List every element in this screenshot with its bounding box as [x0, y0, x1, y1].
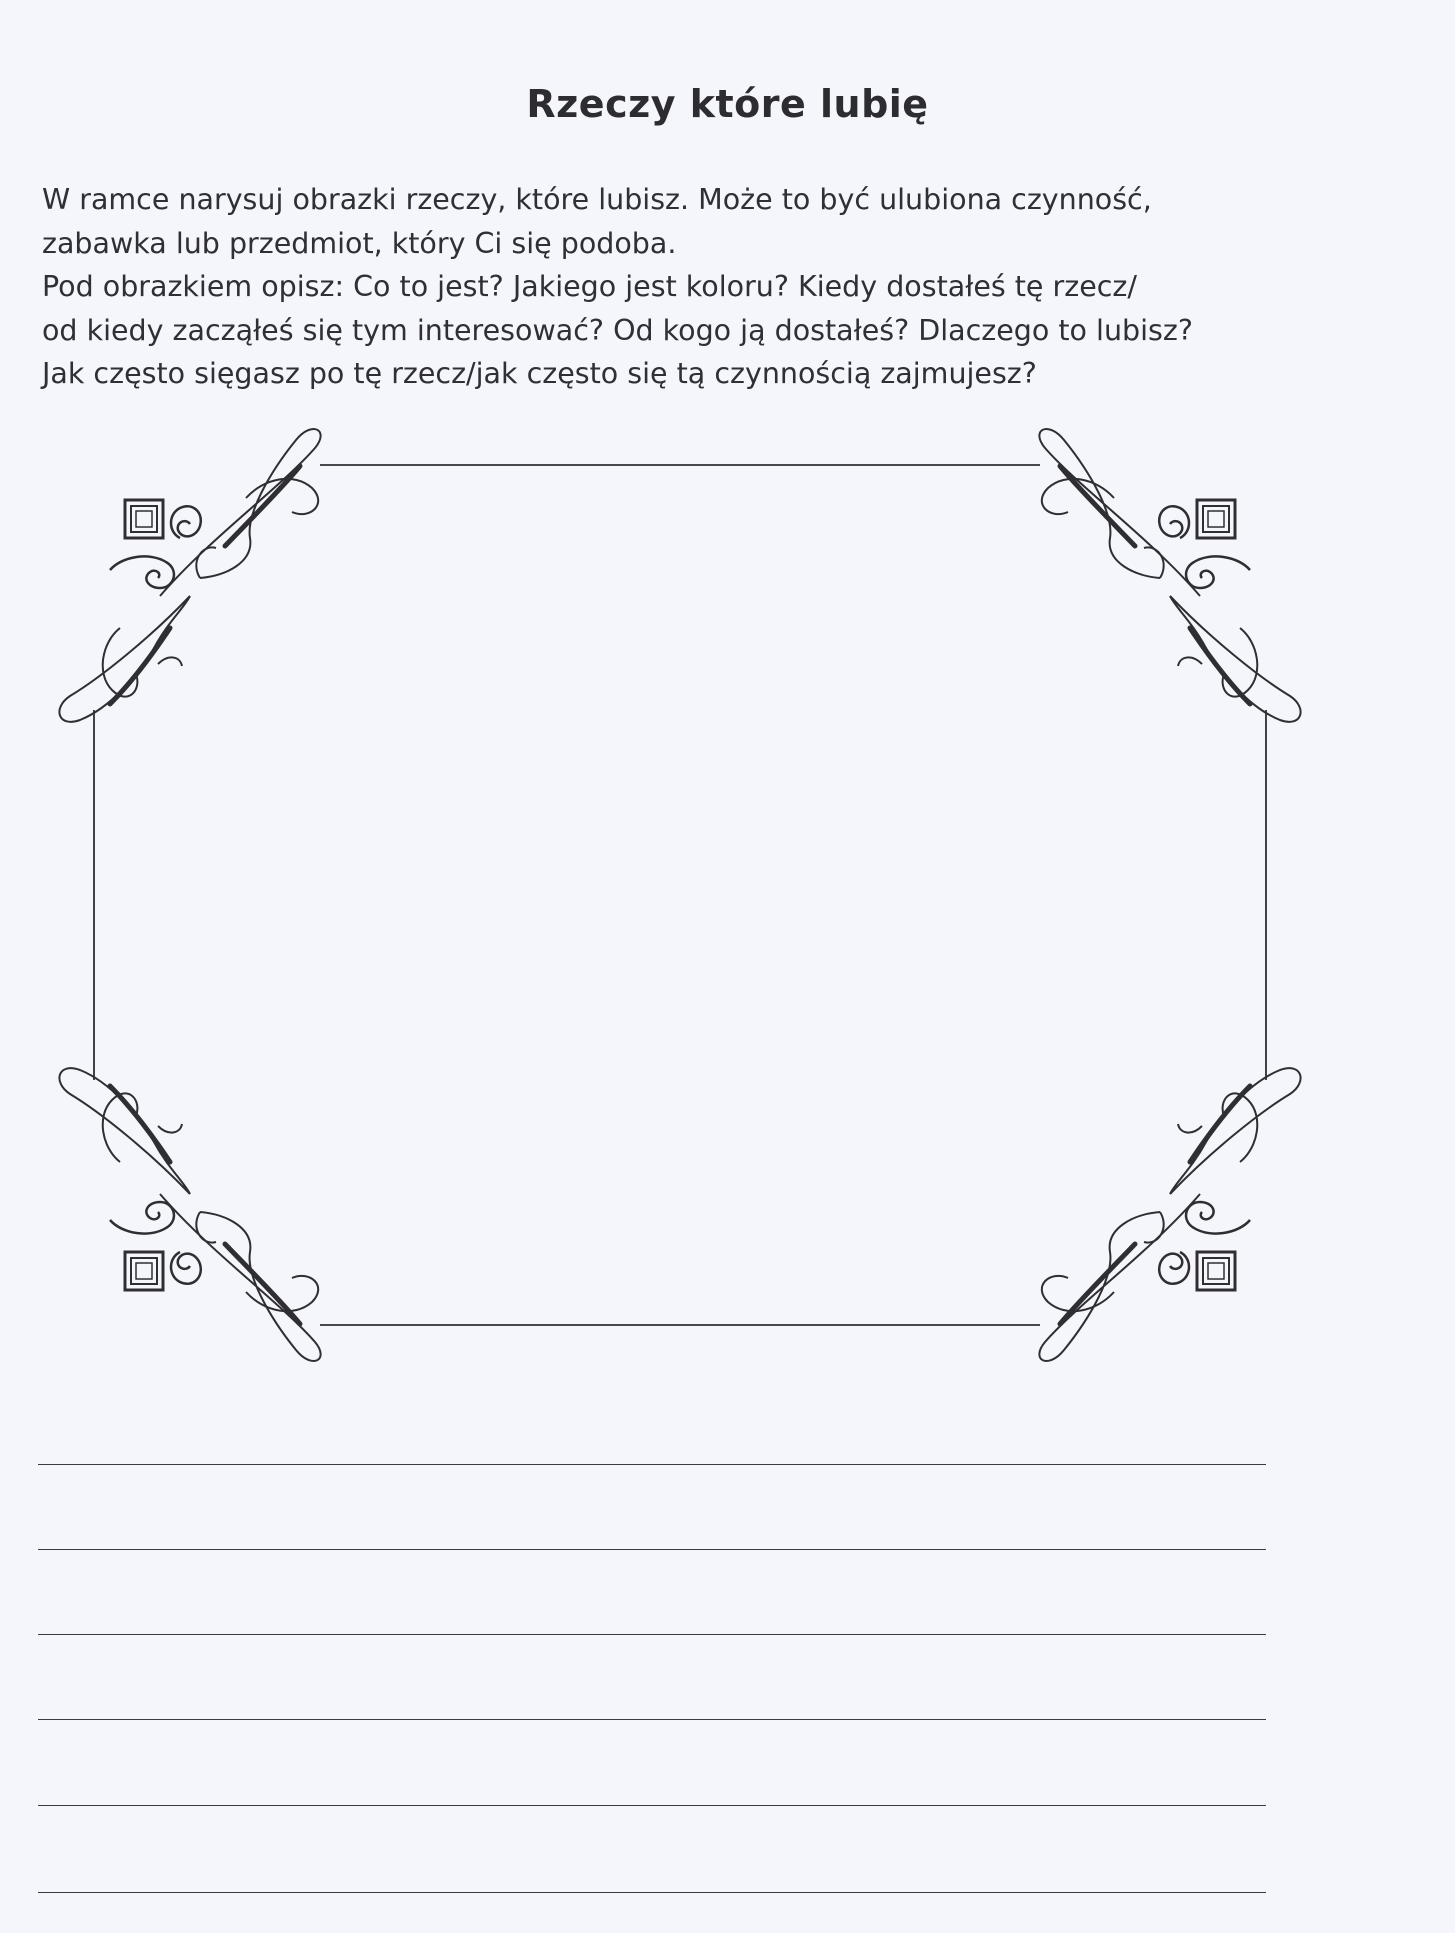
writing-line-5[interactable] — [38, 1805, 1266, 1806]
writing-line-4[interactable] — [38, 1719, 1266, 1720]
instruction-line-1: W ramce narysuj obrazki rzeczy, które lubisz. Może to być ulubiona czynność, — [42, 183, 1152, 216]
writing-line-6[interactable] — [38, 1892, 1266, 1893]
frame-corner-bottom-left — [59, 1068, 320, 1361]
writing-line-3[interactable] — [38, 1634, 1266, 1635]
instruction-line-5: Jak często sięgasz po tę rzecz/jak często się tą czynnością zajmujesz? — [42, 357, 1037, 390]
instructions-paragraph — [42, 178, 1422, 396]
frame-corner-top-right — [1039, 429, 1300, 722]
page-title: Rzeczy które lubię — [526, 82, 929, 126]
instruction-line-2: zabawka lub przedmiot, który Ci się podoba. — [42, 226, 677, 260]
writing-line-1[interactable] — [38, 1464, 1266, 1465]
drawing-frame[interactable] — [40, 420, 1320, 1370]
instruction-line-3: Pod obrazkiem opisz: Co to jest? Jakiego jest koloru? Kiedy dostałeś tę rzecz/ — [42, 270, 1137, 303]
writing-line-2[interactable] — [38, 1549, 1266, 1550]
frame-corner-bottom-right — [1039, 1068, 1300, 1361]
frame-corner-top-left — [59, 429, 320, 722]
instruction-line-4: od kiedy zacząłeś się tym interesować? Od kogo ją dostałeś? Dlaczego to lubisz? — [42, 313, 1193, 347]
